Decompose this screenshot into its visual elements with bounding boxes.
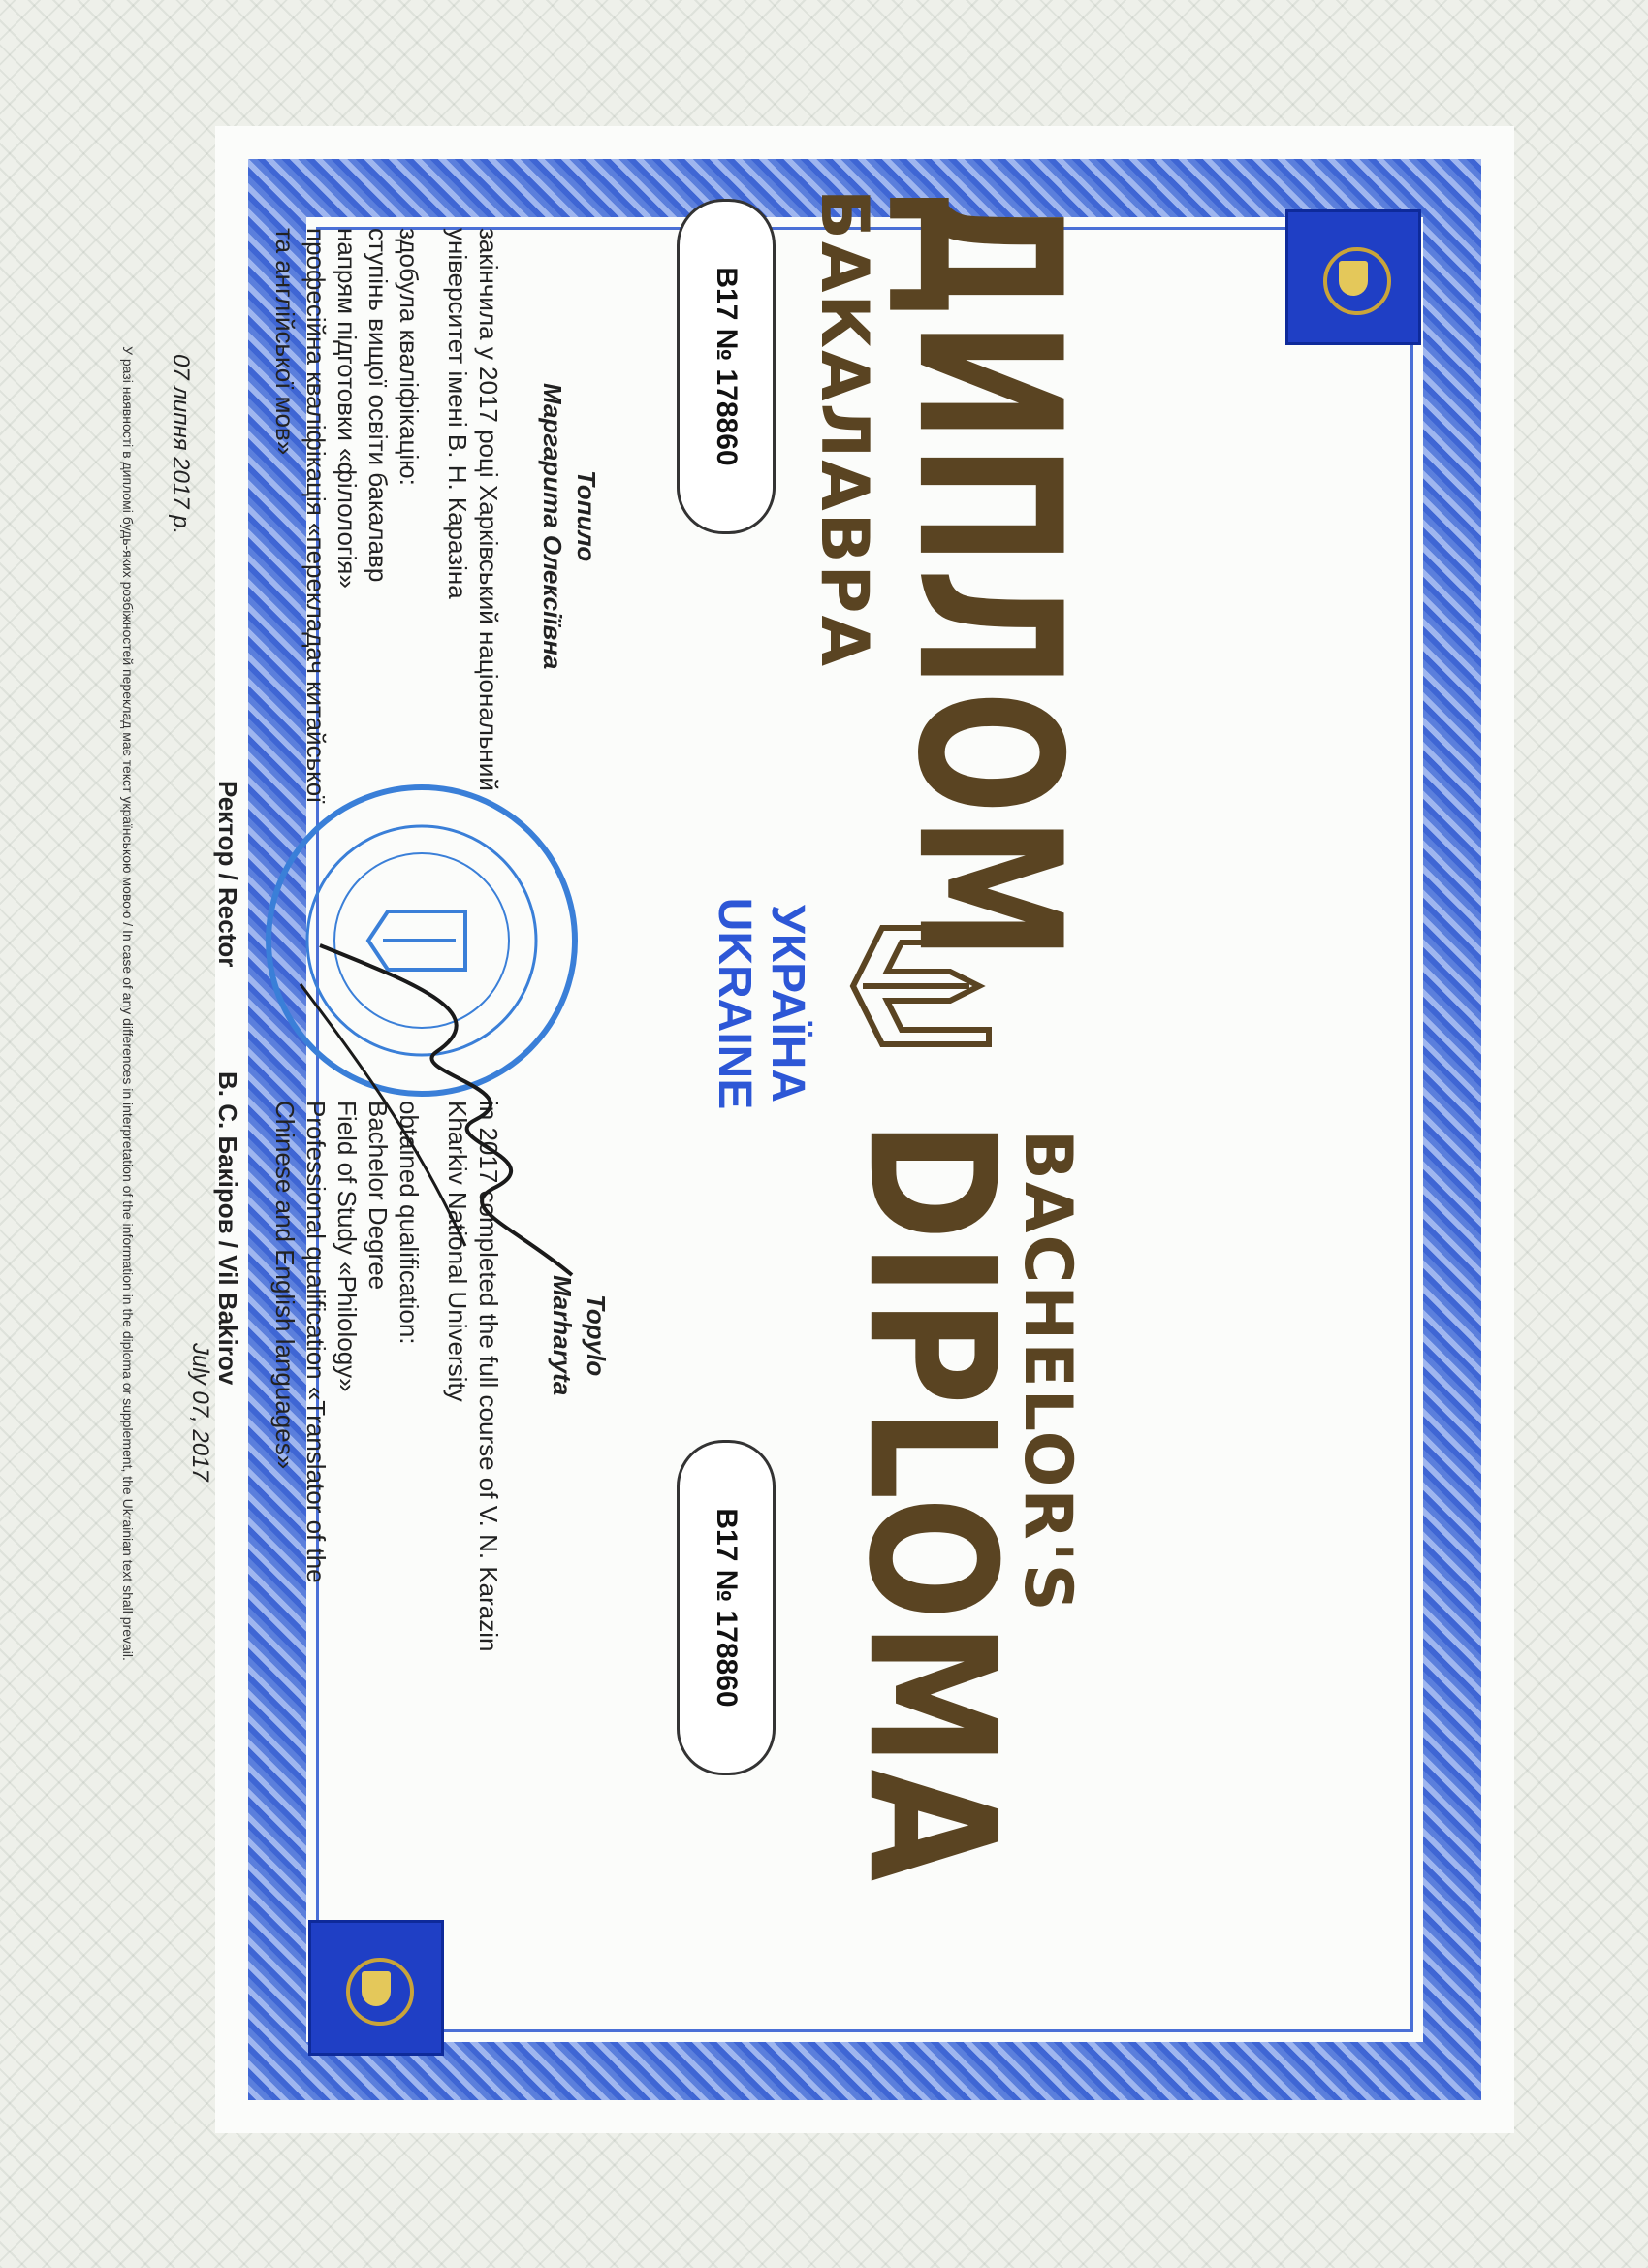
professional-text: Professional qualification «Translator of the Chinese and English languages» [270, 1101, 331, 1583]
issue-date-en: July 07, 2017 [187, 1343, 213, 1482]
field-text: напрям підготовки «філологія» [333, 228, 362, 589]
rector-signature-icon [262, 926, 611, 1294]
university-emblem-icon [1285, 209, 1421, 345]
trident-icon [843, 909, 1008, 1064]
degree-text: ступінь вищої освіти бакалавр [364, 228, 393, 583]
subtitle-ukrainian: БАКАЛАВРА [806, 189, 882, 669]
university-emblem-icon [308, 1920, 444, 2056]
holder-surname-uk: Топило [572, 470, 601, 562]
body-text-ukrainian [269, 228, 504, 810]
country-ukrainian: УКРАЇНА [762, 904, 813, 1103]
holder-name-uk: Маргарита Олексіївна [538, 383, 567, 670]
country-english: UKRAINE [709, 897, 760, 1110]
diploma-content [97, 102, 1202, 1905]
completed-text: закінчила у 2017 році Харківський національний університет імені В. Н. Каразіна [443, 228, 503, 791]
issue-date-uk: 07 липня 2017 р. [168, 354, 194, 535]
diploma-number-en: B17 № 178860 [677, 1440, 776, 1775]
title-english: DIPLOMA [829, 1120, 1032, 1884]
professional-text: професійна кваліфікація «перекладач китайської та англійської мов» [270, 228, 331, 804]
qualification-intro: здобула кваліфікацію: [395, 228, 424, 486]
qualification-intro: obtained qualification: [395, 1101, 424, 1345]
subtitle-english: BACHELOR'S [1009, 1130, 1086, 1613]
rector-title: Ректор / Rector [213, 781, 242, 968]
degree-text: Bachelor Degree [364, 1101, 393, 1291]
rector-name: В. С. Бакіров / Vil Bakirov [213, 1071, 242, 1386]
holder-name-en: Marharyta [548, 1275, 577, 1396]
holder-surname-en: Topylo [582, 1294, 611, 1377]
field-text: Field of Study «Philology» [333, 1101, 362, 1392]
title-ukrainian: ДИПЛОМ [873, 189, 1102, 964]
footer-note: У разі наявності в дипломі будь-яких розбіжностей переклад має текст українською мовою / In case of any differences in interpretation of the information in the diploma or supplement, the Ukrainian text shall prevail. [120, 346, 136, 1661]
diploma-number-uk: B17 № 178860 [677, 199, 776, 534]
completed-text: in 2017 completed the full course of V. N. Karazin Kharkiv National University [443, 1101, 503, 1652]
